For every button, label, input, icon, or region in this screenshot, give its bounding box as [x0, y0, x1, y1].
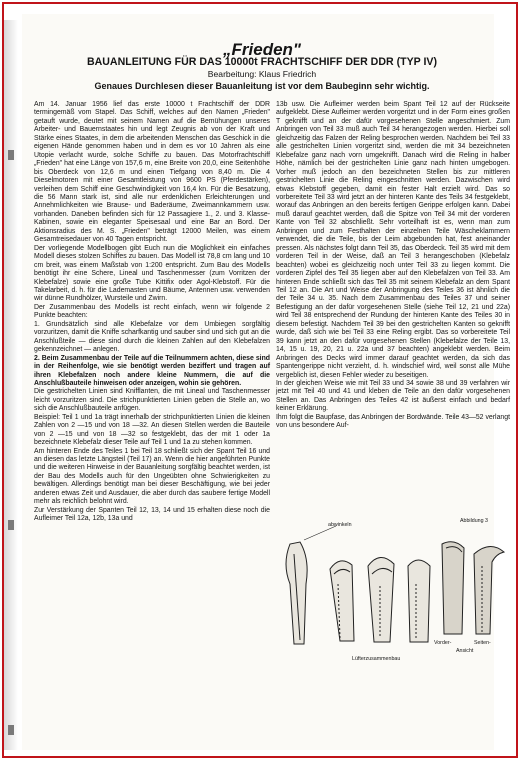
paragraph-deck-assembly: 13b usw. Die Aufleimer werden beim Spant Teil 12 auf der Rückseite aufgeklebt. Diese Aufleimer werden vorgeritzt und in der Form eines großen T geknifft und an der dafür vorgesehenen Stelle angeschmiert. Zum Anbringen von Teil 33 muß auch Teil 34 herangezogen werden. Hierbei soll gleichzeitig das Falzen der Reling besprochen werden. Nachdem bei Teil 33 alle gestrichelten Linien vorgeritzt sind, werden die mit 34 bezeichneten Klebefalze ganz nach vorn umgeknifft. Danach wird die Reling in halber Höhe, nämlich bei der gestrichelten Linie ganz nach hinten umgebogen. Vorher muß jedoch an den bezeichneten Stellen bis zur mittleren gestrichelten Linie die Reling eingeschnitten werden. Dazwischen wird etwas Klebstoff gegeben, damit ein fester Halt erzielt wird. Das so vorbereitete Teil 33 wird jetzt an der hinteren Kante des Teils 34 festgeklebt, worauf das Anbringen an den bereits fertigen Gerippe erfolgen kann. Dabei muß darauf geachtet werden, daß die Spitze von Teil 34 mit der vorderen Kante von Teil 32 abschließt. Sehr vorteilhaft ist es, wenn man zum Anbringen und zum Festhalten der einzelnen Teile Wäscheklammern verwendet, die die Teile, bis der Leim abgebunden hat, fest aneinander pressen. Als nächstes folgt dann Teil 35, das Oberdeck. Teil 35 wird mit dem vorderen Teil in der Weise, daß an Teil 3 herangeschoben (Klebefalz beachten) wobei es gleichzeitig noch unter Teil 33 zu liegen kommt. Die vorderen Zipfel des Teil 35 liegen aber auf den Klebefalzen von Teil 33. Am hinteren Ende schließt sich das Teil 35 mit seinem Klebefalz an dem Spant Teil 12 an. Die Art und Weise der Anbringung des Teiles 36 ist ähnlich die der Teile 34 u. 35. Nach dem Zusammenbau des Teiles 37 und seiner Befestigung an der dafür vorgesehenen Stelle (siehe Teil 12, 21 und 22a) wird Teil 38 entsprechend der Rundung der hinteren Kante des Teiles 30 in diesem befestigt. Nachdem Teil 39 bei den gestrichelten Kanten so geknifft wurde, daß sich wie bei Teil 33 eine Reling ergibt. Das so vorbereitete Teil 39 kann jetzt an den dafür vorgesehenen Stellen (Klebefalze der Teile 13, 14, 15 u. 19, 20, 21 u. 22a und 37 beachten) angeklebt werden. Beim Anbringen des Decks wird immer darauf geachtet werden, da sich das Spantengerippe nicht verzieht, d. h. windschief wird, weil sonst alle Mühe vergeblich ist, diesen Fehler wieder zu beseitigen. [276, 101, 510, 379]
ventilator-assembly-figure [276, 514, 510, 668]
paragraph-example: Beispiel: Teil 1 und 1a trägt innerhalb der strichpunktierten Linien die kleinen Zahlen von 2 —15 und von 18 —32. An diesen Stellen werden die Bauteile von 2 —15 und von 18 —32 so festgeklebt, das der mit 1 oder 1a bezeichnete Klebefalz dieser Teile auf Teil 1 und 1a zu stehen kommen. [34, 413, 270, 447]
margin-mark [8, 520, 14, 530]
editor-credit: Bearbeitung: Klaus Friedrich [207, 69, 317, 79]
paragraph-point-2: 2. Beim Zusammenbau der Teile auf die Teilnummern achten, diese sind in der Reihenfolge, wie sie benötigt werden beziffert und tragen auf ihren Klebefalzen noch andere kleine Nummern, die auf die Anschlußbauteile hinweisen oder anzeigen, wohin sie gehören. [34, 354, 270, 387]
paragraph-point-1: 1. Grundsätzlich sind alle Klebefalze vor dem Umbiegen sorgfältig vorzuritzen, damit die Kniffe scharfkantig und sauber sind und sich gut an die Anschlußteile — diese sind durch die kleinen Zahlen auf den Klebefalzen gekennzeichnet — anlegen. [34, 320, 270, 354]
figure-label-front: Vorder- [434, 640, 452, 646]
figure-label-side: Seiten- [474, 640, 491, 646]
margin-mark [8, 150, 14, 160]
document-subtitle: BAUANLEITUNG FÜR DAS 10000t FRACHTSCHIFF DER DDR (TYP IV) [86, 56, 437, 68]
figure-caption: Lüfterzusammenbau [352, 656, 401, 662]
paragraph-parts-40-42: In der gleichen Weise wie mit Teil 33 und 34 sowie 38 und 39 verfahren wir jetzt mit Teil 40 und 41 und kleben die Teile an den dafür vorgesehenen Stellen an. Das Anbringen des Teiles 42 ist äußerst einfach und bedarf keiner Erklärung. [276, 379, 510, 413]
figure-label-view: Ansicht [456, 648, 474, 654]
paragraph-dashed-lines: Die gestrichelten Linien sind Knifflanten, die mit Lineal und Taschenmesser leicht vorzuritzen sind. Die strichpunktierten Linien geben die Stelle an, wo sich die Anschlußbauteile anfügen. [34, 388, 270, 413]
paragraph-intro: Am 14. Januar 1956 lief das erste 10000 t Frachtschiff der DDR termingemäß vom Stapel. Das Schiff, welches auf den Namen „Frieden" getauft wurde, deutet mit seinem Namen auf die Bemühungen unseres Arbeiter- und Bauernstaates hin und legt Zeugnis ab von der Kraft und Stärke eines Staates, in dem die arbeitenden Menschen das Geschick in die eigenen Hände genommen haben und in dem es vor 10 Jahren als eine Utopie verlacht wurde, solche Schiffe zu bauen. Das Motorfrachtschiff „Frieden" hat eine Länge von 157,6 m, eine Breite von 20,0, eine Seitenhöhe bis Oberdeck von 12,6 m und einen Tiefgang von 8,40 m. Die 4 Dieselmotoren mit einer Gesamtleistung von 9600 PS (Pferdestärken), verleihen dem Schiff eine Geschwindigkeit von 16,4 kn. Für die Besatzung, die 56 Mann stark ist, sind alle nur erdenklichen Erleichterungen und Annehmlichkeiten wie Brause- und Baderäume, Zweimannkammern usw. vorhanden. Daneben befinden sich für 12 Passagiere 1., 2. und 3. Klasse-Kabinen, sowie ein eleganter Speisesaal und eine Bar an Bord. Der Aktionsradius des M. S. „Frieden" beträgt 12000 Meilen, was einem Gesamtreisedauer von 40 Tagen entspricht. [34, 101, 270, 244]
paragraph-materials: Der vorliegende Modellbogen gibt Euch nun die Möglichkeit ein einfaches Modell dieses stolzen Schiffes zu bauen. Das Modell ist 78,8 cm lang und 10 cm breit, was einem Maßstab von 1:200 entspricht. Zum Bau des Modells benötigt ihr eine Schere, Lineal und Taschenmesser (zum Vorritzen der Klebefalze) sowie eine große Tube Kittifix oder Agol-Klebstoff. Für die Takelarbeit, d. h. für die Lademasten und Bäume, Antennen usw. verwenden wir dünne Rundhölzer, Wursteile und Zwirn. [34, 244, 270, 303]
reading-instruction: Genaues Durchlesen dieser Bauanleitung ist vor dem Baubeginn sehr wichtig. [94, 81, 430, 91]
figure-number: Abbildung 3 [460, 518, 488, 524]
paragraph-side-walls: Ihm folgt die Baupfase, das Anbringen der Bordwände. Teile 43—52 verlangt von uns besondere Auf- [276, 413, 510, 430]
paragraph-reinforcement: Zur Verstärkung der Spanten Teil 12, 13, 14 und 15 erhalten diese noch die Aufleimer Teil 12a, 12b, 13a und [34, 506, 270, 523]
left-text-column [34, 101, 270, 524]
document-title: „Frieden" [223, 40, 301, 59]
figure-label-bent: abwinkeln [328, 522, 352, 528]
right-text-column [276, 101, 510, 431]
scan-shadow [4, 20, 18, 750]
paragraph-rear-end: Am hinteren Ende des Teiles 1 bei Teil 18 schließt sich der Spant Teil 16 und an diesen das letzte Längsteil (Teil 17) an. Wenn die hier angeführten Punkte und die weiteren Hinweise in der Bauanleitung sorgfältig beachtet werden, ist der Bau des Modells auch für den Ungeübten ohne Schwierigkeiten zu bewältigen. Allerdings benötigt man bei dieser Beschäftigung, wie bei jeder anderen etwas Zeit und Ausdauer, die aber durch das saubere fertige Modell mehr als reichlich belohnt wird. [34, 447, 270, 506]
paragraph-assembly-points: Der Zusammenbau des Modells ist recht einfach, wenn wir folgende 2 Punkte beachten: [34, 303, 270, 320]
margin-mark [8, 725, 14, 735]
